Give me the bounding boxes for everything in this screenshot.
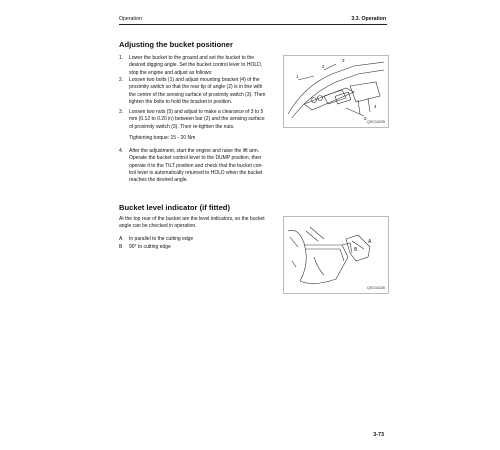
section-title-bucket-positioner: Adjusting the bucket positioner — [119, 40, 233, 49]
page-number: 3-73 — [373, 432, 384, 438]
running-header-right: 3.3. Operation — [351, 16, 386, 22]
tightening-torque: Tightening torque: 15 - 20 Nm — [129, 135, 196, 141]
figure1-callout-2: 2 — [322, 64, 325, 69]
step-3-line-3: of proximity switch (3). Then re-tighten the nuts. — [129, 123, 235, 130]
step-3-line-2: mm (0.12 to 0.20 in) between bar (2) and the sensing surface — [129, 116, 265, 123]
figure1-code: QSO10235 — [367, 120, 385, 124]
step-1-text — [129, 55, 279, 77]
step-4-line-2: Operate the bucket control lever to the DUMP position, then — [129, 155, 262, 162]
step-3-line-1: Loosen two nuts (5) and adjust to make a clearance of 3 to 5 — [129, 109, 264, 115]
step-4-number: 4. — [119, 148, 124, 154]
section-title-bucket-level-indicator: Bucket level indicator (if fitted) — [119, 203, 230, 212]
level-indicator-intro — [119, 216, 284, 231]
legend-item-a-key: A — [119, 236, 123, 242]
step-2-line-2: proximity switch so that the rear tip of angle (2) is in line with — [129, 84, 263, 91]
step-2-text — [129, 77, 279, 106]
intro-line-1: At the top rear of the bucket are the level indicators, so the bucket — [119, 216, 265, 222]
step-1-number: 1. — [119, 55, 124, 61]
legend-item-a-text: In parallel to the cutting edge — [129, 236, 194, 242]
figure1-callout-3: 3 — [342, 58, 345, 63]
legend-item-b-text: 90° to cutting edge — [129, 244, 171, 250]
step-1-line-1: Lower the bucket to the ground and set the bucket to the — [129, 55, 255, 61]
step-4-text — [129, 148, 279, 184]
step-4-line-3: operate it to the TILT position and check that the bucket con- — [129, 162, 263, 169]
step-2-line-1: Loosen two bolts (1) and adjust mounting bracket (4) of the — [129, 77, 260, 83]
intro-line-2: angle can be checked in operation. — [119, 223, 197, 230]
step-2-number: 2. — [119, 77, 124, 83]
legend-item-b-key: B — [119, 244, 123, 250]
header-rule — [119, 24, 387, 25]
step-1-line-2: desired digging angle. Set the bucket control lever to HOLD, — [129, 62, 263, 69]
step-4-line-5: reaches the desired angle. — [129, 177, 188, 184]
figure2-code: QSO10236 — [367, 286, 385, 290]
step-2-line-3: the centre of the sensing surface of proximity switch (3). Then — [129, 91, 266, 98]
step-3-number: 3. — [119, 109, 124, 115]
figure2-callout-b: B — [354, 247, 358, 253]
figure-bucket-positioner — [283, 55, 389, 128]
step-3-text — [129, 109, 279, 131]
step-4-line-1: After the adjustment, start the engine and raise the lift arm. — [129, 148, 260, 154]
step-1-line-3: stop the engine and adjust as follows: — [129, 69, 213, 76]
figure1-callout-1: 1 — [296, 74, 299, 79]
bucket-level-illustration — [284, 217, 388, 293]
step-2-line-4: tighten the bolts to hold the bracket in position. — [129, 98, 233, 105]
figure1-callout-4: 4 — [374, 104, 377, 109]
step-4-line-4: trol lever is automatically returned to HOLD when the bucket — [129, 169, 263, 176]
figure1-callout-5: 5 — [364, 116, 367, 121]
figure-bucket-level-indicator — [283, 216, 389, 294]
figure2-callout-a: A — [368, 239, 372, 245]
running-header-left: Operation — [119, 16, 142, 22]
bucket-positioner-illustration — [284, 56, 388, 127]
